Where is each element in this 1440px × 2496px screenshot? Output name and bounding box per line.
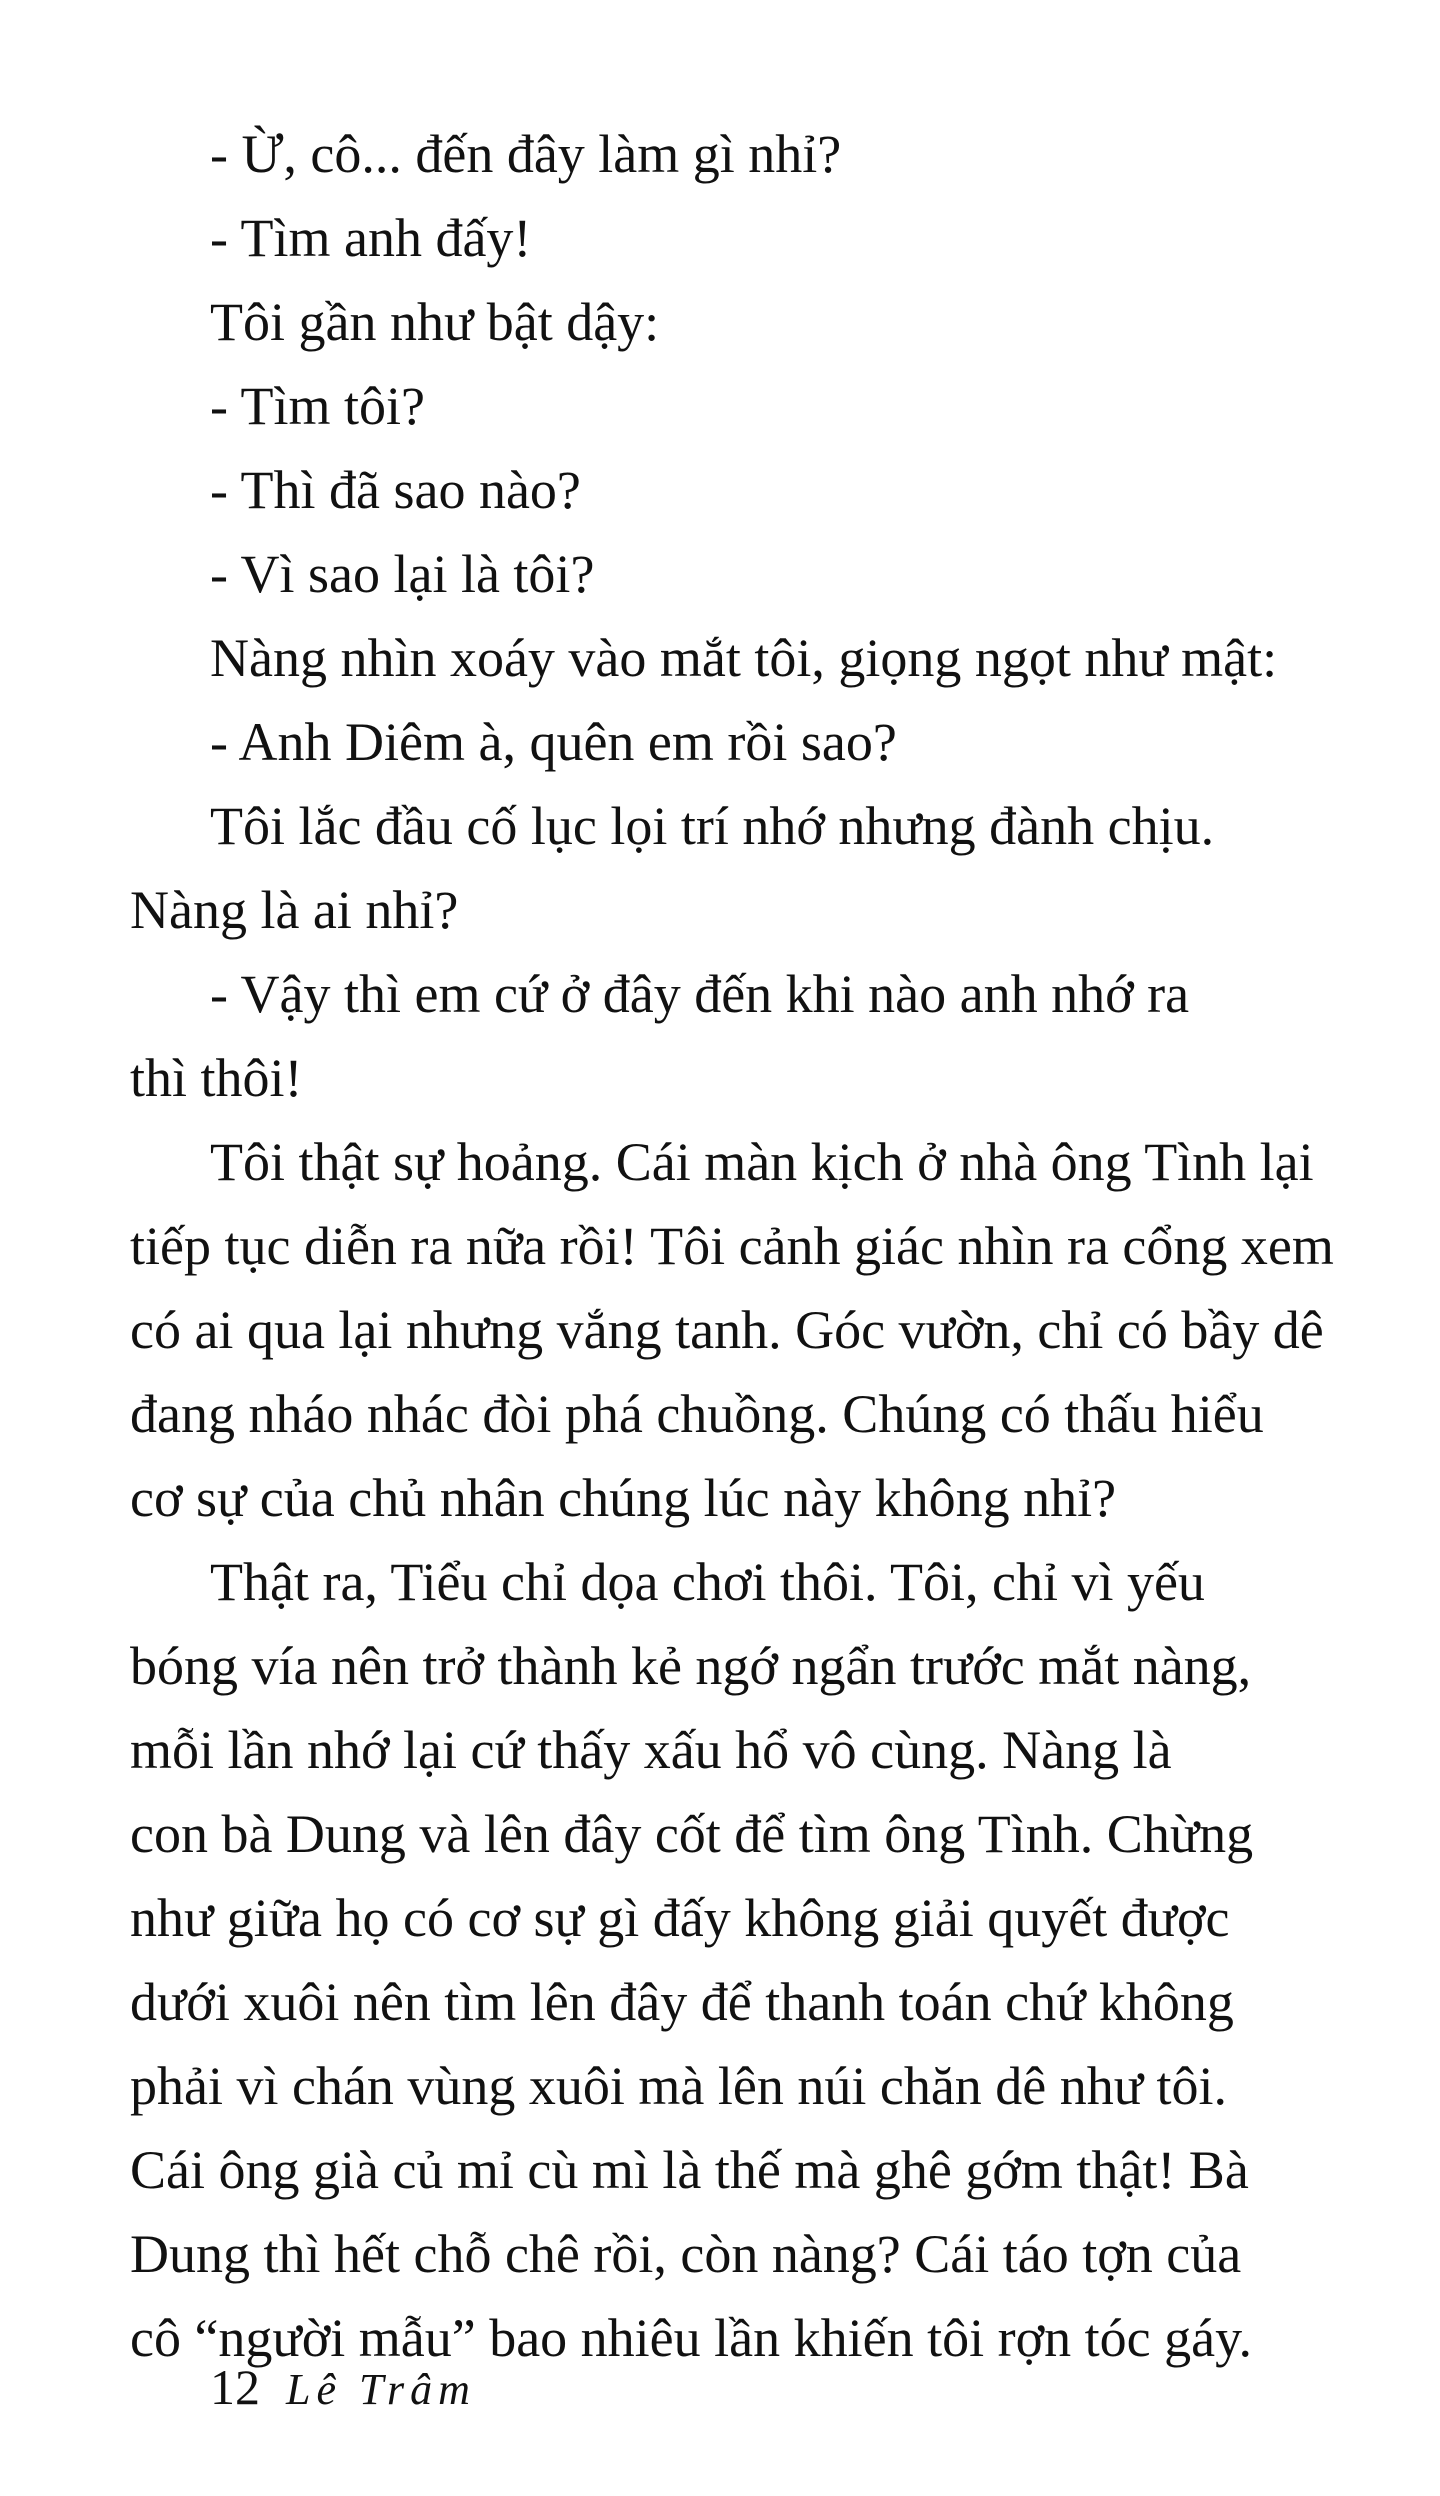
text-line: phải vì chán vùng xuôi mà lên núi chăn dê như tôi.: [130, 2056, 1228, 2116]
text-line: tiếp tục diễn ra nữa rồi! Tôi cảnh giác nhìn ra cổng xem: [130, 1216, 1334, 1276]
author-running-head: Lê Trâm: [286, 2365, 476, 2414]
text-line: - Vậy thì em cứ ở đây đến khi nào anh nhớ ra: [210, 964, 1190, 1024]
text-line: Cái ông già củ mỉ cù mì là thế mà ghê gớm thật! Bà: [130, 2140, 1249, 2200]
page-footer: [210, 2358, 476, 2416]
text-line: - Tìm anh đấy!: [210, 208, 532, 268]
text-line: Nàng nhìn xoáy vào mắt tôi, giọng ngọt như mật:: [210, 628, 1278, 688]
text-line: - Anh Diêm à, quên em rồi sao?: [210, 712, 897, 772]
text-line: có ai qua lại nhưng vắng tanh. Góc vườn, chỉ có bầy dê: [130, 1300, 1324, 1360]
text-line: Tôi gần như bật dậy:: [210, 292, 660, 352]
text-line: - Tìm tôi?: [210, 376, 425, 436]
text-line: thì thôi!: [130, 1048, 303, 1108]
text-line: như giữa họ có cơ sự gì đấy không giải quyết được: [130, 1888, 1230, 1948]
text-line: bóng vía nên trở thành kẻ ngớ ngẩn trước mắt nàng,: [130, 1636, 1252, 1696]
text-line: Thật ra, Tiểu chỉ dọa chơi thôi. Tôi, chỉ vì yếu: [210, 1552, 1205, 1612]
text-line: mỗi lần nhớ lại cứ thấy xấu hổ vô cùng. Nàng là: [130, 1720, 1172, 1780]
text-line: đang nháo nhác đòi phá chuồng. Chúng có thấu hiểu: [130, 1384, 1264, 1444]
text-line: - Ừ, cô... đến đây làm gì nhỉ?: [210, 124, 842, 184]
text-line: Nàng là ai nhỉ?: [130, 880, 459, 940]
text-line: Tôi lắc đầu cố lục lọi trí nhớ nhưng đành chịu.: [210, 796, 1215, 856]
text-line: cô “người mẫu” bao nhiêu lần khiến tôi rợn tóc gáy.: [130, 2308, 1253, 2368]
text-line: cơ sự của chủ nhân chúng lúc này không nhỉ?: [130, 1468, 1117, 1528]
text-line: - Vì sao lại là tôi?: [210, 544, 595, 604]
text-line: Dung thì hết chỗ chê rồi, còn nàng? Cái táo tợn của: [130, 2224, 1242, 2284]
page-number: 12: [210, 2359, 260, 2415]
text-line: Tôi thật sự hoảng. Cái màn kịch ở nhà ông Tình lại: [210, 1132, 1314, 1192]
text-line: con bà Dung và lên đây cốt để tìm ông Tình. Chừng: [130, 1804, 1254, 1864]
text-line: dưới xuôi nên tìm lên đây để thanh toán chứ không: [130, 1972, 1234, 2032]
text-line: - Thì đã sao nào?: [210, 460, 581, 520]
